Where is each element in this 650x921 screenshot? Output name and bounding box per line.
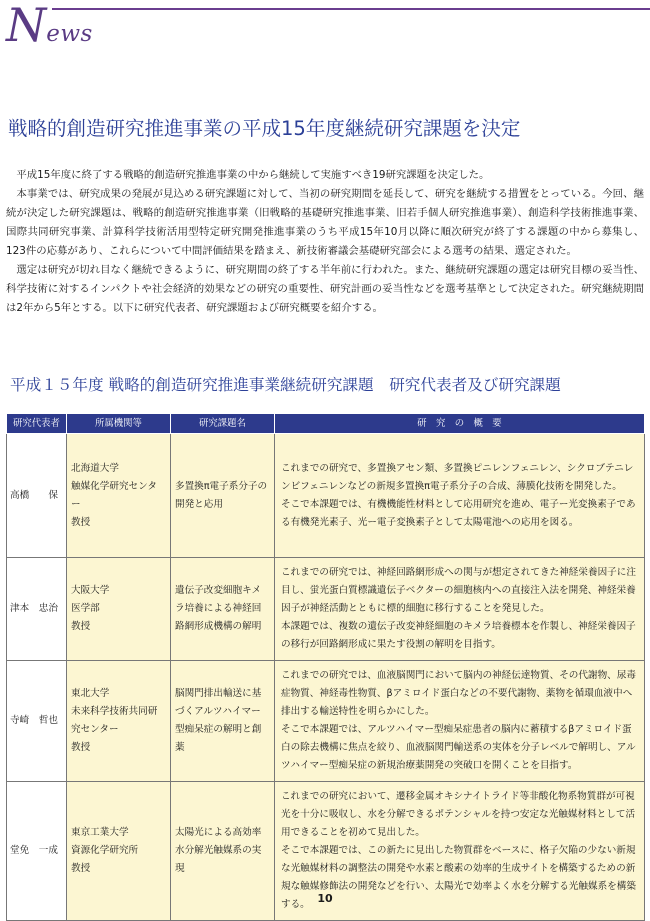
representative-cell: 津本 忠治 xyxy=(7,558,67,661)
intro-paragraph: 選定は研究が切れ目なく継続できるように、研究期間の終了する半年前に行われた。また、継続研究課題の選定は研究目標の妥当性、科学技術に対するインパクトや社会経済的効果などの研究の重要性、研究計画の妥当性などを選考基準として決定された。研究継続期間は2年から5年とする。以下に研究代表者、研究課題および研究概要を紹介する。 xyxy=(6,264,644,314)
affiliation-line: 教授 xyxy=(71,742,91,753)
summary-paragraph: これまでの研究では、血液脳関門において脳内の神経伝達物質、その代謝物、尿毒症物質、神経毒性物質、βアミロイド蛋白などの不要代謝物、薬物を循環血液中へ排出する輸送特性を明らかにした。 xyxy=(281,670,636,717)
news-logo xyxy=(6,0,93,52)
topic-cell: 遺伝子改変細胞キメラ培養による神経回路網形成機構の解明 xyxy=(171,558,275,661)
page-title: 戦略的創造研究推進事業の平成15年度継続研究課題を決定 xyxy=(8,117,521,140)
summary-paragraph: 本課題では、複数の遺伝子改変神経細胞のキメラ培養標本を作製し、神経栄養因子の移行が回路網形成に果たす役割の解明を目指す。 xyxy=(281,621,636,650)
representative-cell: 高橋 保 xyxy=(7,434,67,558)
news-logo-rest: ews xyxy=(46,21,93,47)
summary-paragraph: そこで本課題では、アルツハイマー型痴呆症患者の脳内に蓄積するβアミロイド蛋白の除去機構に焦点を絞り、血液脳関門輸送系の実体を分子レベルで解明し、アルツハイマー型痴呆症の新規治療薬開発の突破口を開くことを目指す。 xyxy=(281,724,636,771)
affiliation-line: 大阪大学 xyxy=(71,585,110,596)
summary-cell xyxy=(275,434,645,558)
affiliation-cell xyxy=(67,558,171,661)
topic-cell: 多置換π電子系分子の開発と応用 xyxy=(171,434,275,558)
affiliation-line: 資源化学研究所 xyxy=(71,845,139,856)
intro-paragraph: 本事業では、研究成果の発展が見込める研究課題に対して、当初の研究期間を延長して、研究を継続する措置をとっている。今回、継続が決定した研究課題は、戦略的創造研究推進事業（旧戦略的基礎研究推進事業、旧若手個人研究推進事業）、創造科学技術推進事業、国際共同研究事業、計算科学技術活用型特定研究開発推進事業のうち平成15年10月以降に順次研究が終了する課題の中から募集し、123件の応募があり、これらについて中間評価結果を踏まえ、新技術審議会基礎研究部会による選考の結果、選定された。 xyxy=(6,188,644,257)
affiliation-line: 北海道大学 xyxy=(71,462,119,474)
intro-paragraph: 平成15年度に終了する戦略的創造研究推進事業の中から継続して実施すべき19研究課題を決定した。 xyxy=(16,169,490,181)
affiliation-line: 医学部 xyxy=(71,603,100,614)
column-header-affiliation: 所属機関等 xyxy=(67,414,171,434)
column-header-representative: 研究代表者 xyxy=(7,414,67,434)
topic-cell: 太陽光による高効率水分解光触媒系の実現 xyxy=(171,782,275,921)
representative-cell: 堂免 一成 xyxy=(7,782,67,921)
affiliation-cell xyxy=(67,661,171,782)
table-row xyxy=(7,434,645,558)
header-rule xyxy=(52,8,650,10)
affiliation-line: 教授 xyxy=(71,863,91,874)
news-logo-initial: N xyxy=(6,0,47,52)
table-row xyxy=(7,661,645,782)
summary-paragraph: これまでの研究で、多置換アセン類、多置換ピニレンフェニレン、シクロブテニレンビフェニレンなどの新規多置換π電子系分子の合成、薄膜化技術を開発した。 xyxy=(281,462,634,492)
affiliation-line: 未来科学技術共同研究センター xyxy=(71,706,158,735)
column-header-topic: 研究課題名 xyxy=(171,414,275,434)
table-header-row xyxy=(7,414,645,434)
research-table xyxy=(6,413,645,921)
affiliation-line: 教授 xyxy=(71,621,91,632)
summary-paragraph: そこで本課題では、有機機能性材料として応用研究を進め、電子ー光変換素子である有機発光素子、光ー電子変換素子として太陽電池への応用を図る。 xyxy=(281,498,636,528)
affiliation-line: 教授 xyxy=(71,516,91,528)
representative-cell: 寺崎 哲也 xyxy=(7,661,67,782)
affiliation-line: 触媒化学研究センター xyxy=(71,480,157,510)
column-header-summary: 研 究 の 概 要 xyxy=(275,414,645,434)
affiliation-cell xyxy=(67,434,171,558)
summary-cell xyxy=(275,661,645,782)
summary-paragraph: これまでの研究では、神経回路網形成への関与が想定されてきた神経栄養因子に注目し、蛍光蛋白質標識遺伝子ベクターの細胞核内への直接注入法を開発、神経栄養因子が神経活動とともに標的細胞に移行することを発見した。 xyxy=(281,567,636,614)
summary-cell xyxy=(275,558,645,661)
affiliation-line: 東京工業大学 xyxy=(71,827,129,838)
affiliation-line: 東北大学 xyxy=(71,688,110,699)
summary-paragraph: これまでの研究において、遷移金属オキシナイトライド等非酸化物系物質群が可視光を十分に吸収し、水を分解できるポテンシャルを持つ安定な光触媒材料として活用できることを初めて見出した。 xyxy=(281,791,636,838)
intro-text xyxy=(6,166,644,318)
section-title: 平成１５年度 戦略的創造研究推進事業継続研究課題 研究代表者及び研究課題 xyxy=(10,376,561,394)
page-number: 10 xyxy=(317,892,333,905)
summary-paragraph: そこで本課題では、この新たに見出した物質群をベースに、格子欠陥の少ない新規な光触媒材料の調整法の開発や水素と酸素の効率的生成サイトを構築するための新規な触媒修飾法の開発などを行い、太陽光で効率よく水を分解する光触媒系を構築する。 xyxy=(281,845,636,910)
table-row xyxy=(7,558,645,661)
topic-cell: 脳関門排出輸送に基づくアルツハイマー型痴呆症の解明と創薬 xyxy=(171,661,275,782)
